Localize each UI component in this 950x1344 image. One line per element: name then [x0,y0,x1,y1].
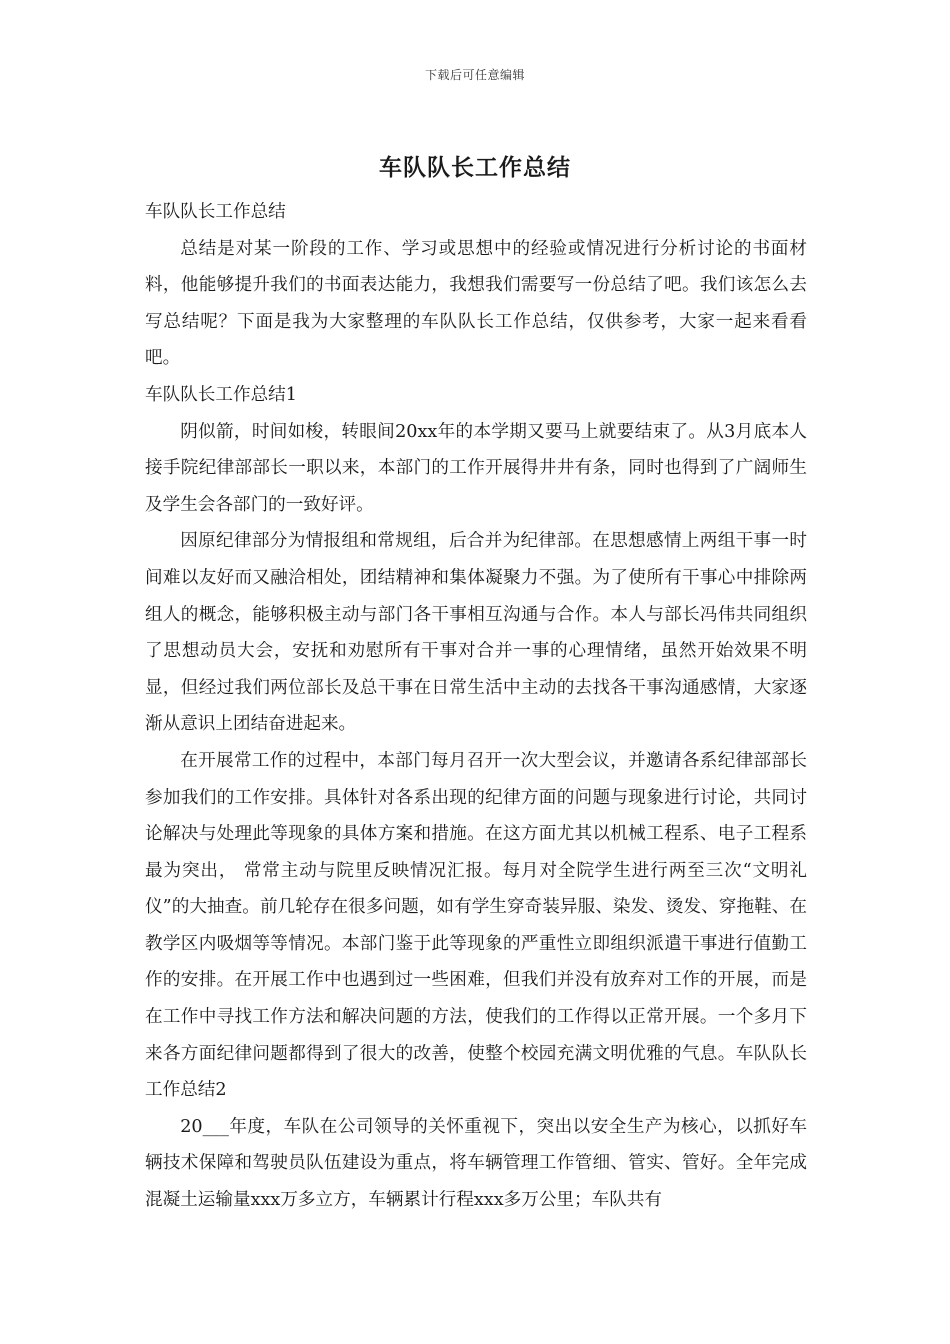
header-note: 下载后可任意编辑 [424,68,525,82]
body-paragraph: 总结是对某一阶段的工作、学习或思想中的经验或情况进行分析讨论的书面材料，他能够提升我们的书面表达能力，我想我们需要写一份总结了吧。我们该怎么去写总结呢？下面是我为大家整理的车队队长工作总结，仅供参考，大家一起来看看吧。 [145,238,807,369]
body-paragraph: 因原纪律部分为情报组和常规组，后合并为纪律部。在思想感情上两组干事一时间难以友好而又融洽相处，团结精神和集体凝聚力不强。为了使所有干事心中排除两组人的概念，能够积极主动与部门各干事相互沟通与合作。本人与部长冯伟共同组织了思想动员大会，安抚和劝慰所有干事对合并一事的心理情绪，虽然开始效果不明显，但经过我们两位部长及总干事在日常生活中主动的去找各干事沟通感情，大家逐渐从意识上团结奋进起来。 [145,531,807,735]
body-paragraph: 在开展常工作的过程中，本部门每月召开一次大型会议，并邀请各系纪律部部长参加我们的工作安排。具体针对各系出现的纪律方面的问题与现象进行讨论，共同讨论解决与处理此等现象的具体方案和措施。在这方面尤其以机械工程系、电子工程系最为突出， 常常主动与院里反映情况汇报。每月对全院学生进行两至三次“文明礼仪”的大抽查。前几轮存在很多问题，如有学生穿奇装异服、染发、烫发、穿拖鞋、在教学区内吸烟等等情况。本部门鉴于此等现象的严重性立即组织派遣干事进行值勤工作的安排。在开展工作中也遇到过一些困难，但我们并没有放弃对工作的开展，而是在工作中寻找工作方法和解决问题的方法，使我们的工作得以正常开展。一个多月下来各方面纪律问题都得到了很大的改善，使整个校园充满文明优雅的气息。车队队长工作总结2 [145,750,807,1101]
document-title: 车队队长工作总结 [379,154,571,181]
section-heading: 车队队长工作总结 [145,202,286,222]
body-paragraph: 20___年度，车队在公司领导的关怀重视下，突出以安全生产为核心，以抓好车辆技术保障和驾驶员队伍建设为重点，将车辆管理工作管细、管实、管好。全年完成混凝土运输量xxx万多立方，车辆累计行程xxx多万公里；车队共有 [145,1116,807,1211]
document-body [145,194,807,1219]
section-heading: 车队队长工作总结1 [145,384,297,405]
body-paragraph: 阴似箭，时间如梭，转眼间20xx年的本学期又要马上就要结束了。从3月底本人接手院纪律部部长一职以来，本部门的工作开展得井井有条，同时也得到了广阔师生及学生会各部门的一致好评。 [145,421,807,515]
